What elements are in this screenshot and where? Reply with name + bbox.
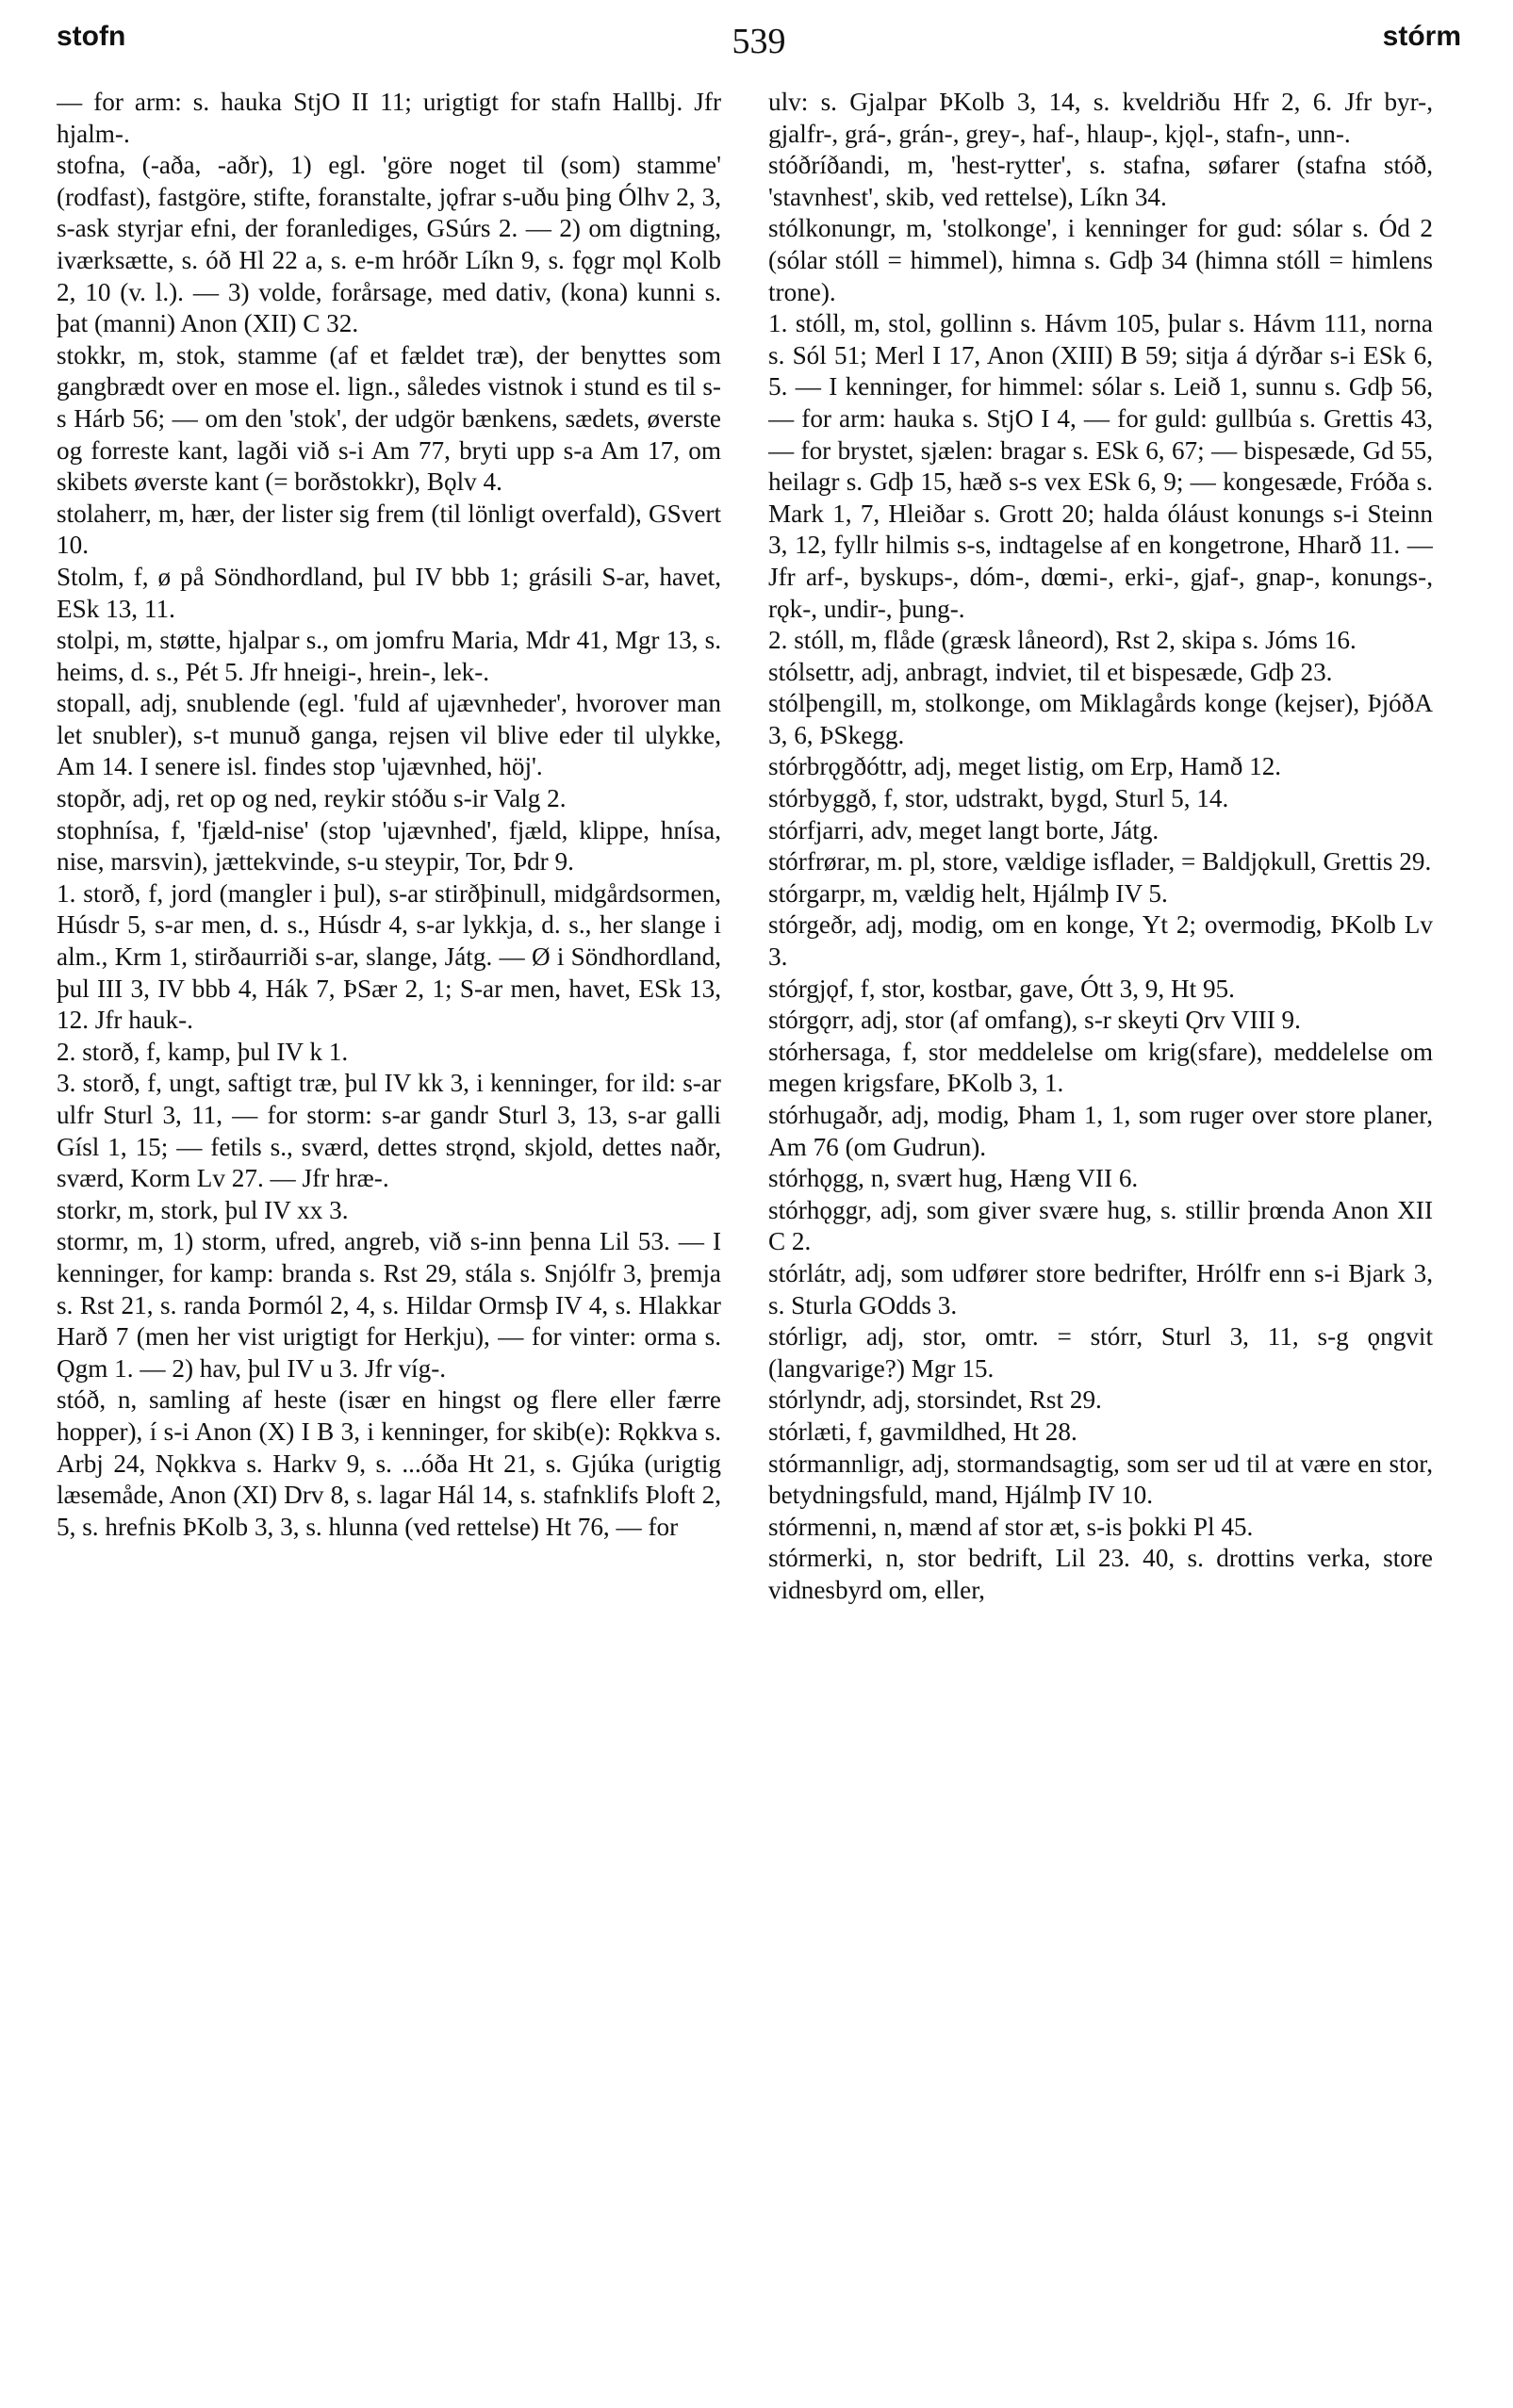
- left-column: [57, 87, 721, 2386]
- dictionary-entry: stórgarpr, m, vældig helt, Hjálmþ IV 5.: [768, 878, 1168, 908]
- dictionary-entry: stórbrǫgðóttr, adj, meget listig, om Erp, Hamð 12.: [768, 752, 1282, 781]
- dictionary-entry: stolaherr, m, hær, der lister sig frem (til lönligt overfald), GSvert 10.: [57, 499, 721, 560]
- dictionary-entry: stokkr, m, stok, stamme (af et fældet træ), der benyttes som gangbrædt over en mose el. lign., således vistnok i stund es til s-s Hárb 56; — om den 'stok', der udgör bænkens, sædets, øverste og forreste kant, lagði við s-i Am 77, bryti upp s-a Am 17, om skibets øverste kant (= borðstokkr), Bǫlv 4.: [57, 340, 721, 497]
- dictionary-entry: stórlátr, adj, som udfører store bedrifter, Hrólfr enn s-i Bjark 3, s. Sturla GOdds 3.: [768, 1258, 1433, 1319]
- dictionary-entry: 2. stóll, m, flåde (græsk låneord), Rst 2, skipa s. Jóms 16.: [768, 626, 1357, 655]
- dictionary-entry: stóð, n, samling af heste (især en hingst og flere eller færre hopper), í s-i Anon (X) I B 3, i kenninger, for skib(e): Rǫkkva s. Arbj 24, Nǫkkva s. Harkv 9, s. ...óða Ht 21, s. Gjúka (urigtig læsemåde, Anon (XI) Drv 8, s. lagar Hál 14, s. stafnklifs Þloft 2, 5, s. hrefnis ÞKolb 3, 3, s. hlunna (ved rettelse) Ht 76, — for: [57, 1385, 721, 1541]
- dictionary-entry: stórhǫgg, n, svært hug, Hæng VII 6.: [768, 1164, 1139, 1193]
- dictionary-entry: stórmenni, n, mænd af stor æt, s-is þokki Pl 45.: [768, 1512, 1254, 1541]
- dictionary-entry: stórlæti, f, gavmildhed, Ht 28.: [768, 1417, 1077, 1446]
- page-number: 539: [732, 22, 786, 61]
- dictionary-entry: storkr, m, stork, þul IV xx 3.: [57, 1195, 349, 1224]
- dictionary-entry: stopall, adj, snublende (egl. 'fuld af ujævnheder', hvorover man let snubler), s-t munuð ganga, rejsen vil blive eder til ulykke, Am 14. I senere isl. findes stop 'ujævnhed, höj'.: [57, 689, 721, 781]
- dictionary-entry: stórhugaðr, adj, modig, Þham 1, 1, som ruger over store planer, Am 76 (om Gudrun).: [768, 1101, 1433, 1161]
- dictionary-entry: stóðríðandi, m, 'hest-rytter', s. stafna, søfarer (stafna stóð, 'stavnhest', skib, ved rettelse), Líkn 34.: [768, 151, 1433, 211]
- dictionary-entry: ulv: s. Gjalpar ÞKolb 3, 14, s. kveldriðu Hfr 2, 6. Jfr byr-, gjalfr-, grá-, grán-, grey-, haf-, hlaup-, kjǫl-, stafn-, unn-.: [768, 88, 1433, 148]
- right-column: [768, 87, 1433, 2386]
- dictionary-entry: stórlyndr, adj, storsindet, Rst 29.: [768, 1385, 1102, 1415]
- dictionary-entry: stórmerki, n, stor bedrift, Lil 23. 40, s. drottins verka, store vidnesbyrd om, eller,: [768, 1544, 1433, 1604]
- dictionary-entry: stofna, (-aða, -aðr), 1) egl. 'göre noget til (som) stamme' (rodfast), fastgöre, stifte, foranstalte, jǫfrar s-uðu þing Ólhv 2, 3, s-ask styrjar efni, der foranlediges, GSúrs 2. — 2) om digtning, iværksætte, s. óð Hl 22 a, s. e-m hróðr Líkn 9, s. fǫgr mǫl Kolb 2, 10 (v. l.). — 3) volde, forårsage, med dativ, (kona) kunni s. þat (manni) Anon (XII) C 32.: [57, 151, 721, 338]
- right-running-headword: stórm: [1382, 21, 1461, 52]
- dictionary-entry: stólsettr, adj, anbragt, indviet, til et bispesæde, Gdþ 23.: [768, 657, 1333, 686]
- dictionary-entry: stórmannligr, adj, stormandsagtig, som ser ud til at være en stor, betydningsfuld, mand, Hjálmþ IV 10.: [768, 1449, 1433, 1510]
- dictionary-entry: stórgeðr, adj, modig, om en konge, Yt 2; overmodig, ÞKolb Lv 3.: [768, 910, 1433, 972]
- dictionary-entry: stórgǫrr, adj, stor (af omfang), s-r skeyti Ǫrv VIII 9.: [768, 1006, 1301, 1035]
- dictionary-entry: Stolm, f, ø på Söndhordland, þul IV bbb 1; grásili S-ar, havet, ESk 13, 11.: [57, 562, 721, 623]
- dictionary-entry: stopðr, adj, ret op og ned, reykir stóðu s-ir Valg 2.: [57, 784, 567, 813]
- dictionary-entry: stólkonungr, m, 'stolkonge', i kenninger for gud: sólar s. Ód 2 (sólar stóll = himmel), himna s. Gdþ 34 (himna stóll = himlens trone).: [768, 214, 1433, 306]
- dictionary-entry: stophnísa, f, 'fjæld-nise' (stop 'ujævnhed', fjæld, klippe, hnísa, nise, marsvin), jættekvinde, s-u steypir, Tor, Þdr 9.: [57, 815, 721, 876]
- dictionary-entry: stórligr, adj, stor, omtr. = stórr, Sturl 3, 11, s-g ǫngvit (langvarige?) Mgr 15.: [768, 1322, 1433, 1383]
- dictionary-entry: — for arm: s. hauka StjO II 11; urigtigt for stafn Hallbj. Jfr hjalm-.: [57, 88, 721, 148]
- dictionary-entry: 1. storð, f, jord (mangler i þul), s-ar stirðþinull, midgårdsormen, Húsdr 5, s-ar men, d. s., Húsdr 4, s-ar lykkja, d. s., her slange i alm., Krm 1, stirðaurriði s-ar, slange, Játg. — Ø i Söndhordland, þul III 3, IV bbb 4, Hák 7, ÞSær 2, 1; S-ar men, havet, ESk 13, 12. Jfr hauk-.: [57, 878, 721, 1035]
- dictionary-entry: stórhǫggr, adj, som giver svære hug, s. stillir þrœnda Anon XII C 2.: [768, 1195, 1433, 1256]
- dictionary-entry: 2. storð, f, kamp, þul IV k 1.: [57, 1037, 349, 1066]
- dictionary-entry: stormr, m, 1) storm, ufred, angreb, við s-inn þenna Lil 53. — I kenninger, for kamp: branda s. Rst 29, stála s. Snjólfr 3, þremja s. Rst 21, s. randa Þormól 2, 4, s. Hildar Ormsþ IV 4, s. Hlakkar Harð 7 (men her vist urigtigt for Herkju), — for vinter: orma s. Ǫgm 1. — 2) hav, þul IV u 3. Jfr víg-.: [57, 1227, 721, 1383]
- dictionary-entry: stórfjarri, adv, meget langt borte, Játg.: [768, 815, 1159, 844]
- dictionary-entry: stolpi, m, støtte, hjalpar s., om jomfru Maria, Mdr 41, Mgr 13, s. heims, d. s., Pét 5. Jfr hneigi-, hrein-, lek-.: [57, 626, 721, 686]
- dictionary-entry: 3. storð, f, ungt, saftigt træ, þul IV kk 3, i kenninger, for ild: s-ar ulfr Sturl 3, 11, — for storm: s-ar gandr Sturl 3, 13, s-ar galli Gísl 1, 15; — fetils s., sværd, dettes strǫnd, skjold, dettes naðr, sværd, Korm Lv 27. — Jfr hræ-.: [57, 1069, 721, 1193]
- dictionary-entry: stólþengill, m, stolkonge, om Miklagårds konge (kejser), ÞjóðA 3, 6, ÞSkegg.: [768, 689, 1433, 749]
- page-header: [57, 21, 1461, 68]
- left-running-headword: stofn: [57, 21, 126, 52]
- dictionary-entry: 1. stóll, m, stol, gollinn s. Hávm 105, þular s. Hávm 111, norna s. Sól 51; Merl I 17, Anon (XIII) B 59; sitja á dýrðar s-i ESk 6, 5. — I kenninger, for himmel: sólar s. Leið 1, sunnu s. Gdþ 56, — for arm: hauka s. StjO I 4, — for guld: gullbúa s. Grettis 43, — for brystet, sjælen: bragar s. ESk 6, 67; — bispesæde, Gd 55, heilagr s. Gdþ 15, hæð s-s vex ESk 6, 9; — kongesæde, Fróða s. Mark 1, 7, Hleiðar s. Grott 20; halda óláust konungs s-i Steinn 3, 12, fyllr hilmis s-s, indtagelse af en kongetrone, Hharð 11. — Jfr arf-, byskups-, dóm-, dœmi-, erki-, gjaf-, gnap-, konungs-, rǫk-, undir-, þung-.: [768, 309, 1433, 623]
- dictionary-entry: stórgjǫf, f, stor, kostbar, gave, Ótt 3, 9, Ht 95.: [768, 974, 1235, 1003]
- dictionary-entry: stórfrørar, m. pl, store, vældige isflader, = Baldjǫkull, Grettis 29.: [768, 847, 1432, 876]
- dictionary-entry: stórbyggð, f, stor, udstrakt, bygd, Sturl 5, 14.: [768, 784, 1229, 813]
- dictionary-entry: stórhersaga, f, stor meddelelse om krig(sfare), meddelelse om megen krigsfare, ÞKolb 3, 1.: [768, 1037, 1433, 1098]
